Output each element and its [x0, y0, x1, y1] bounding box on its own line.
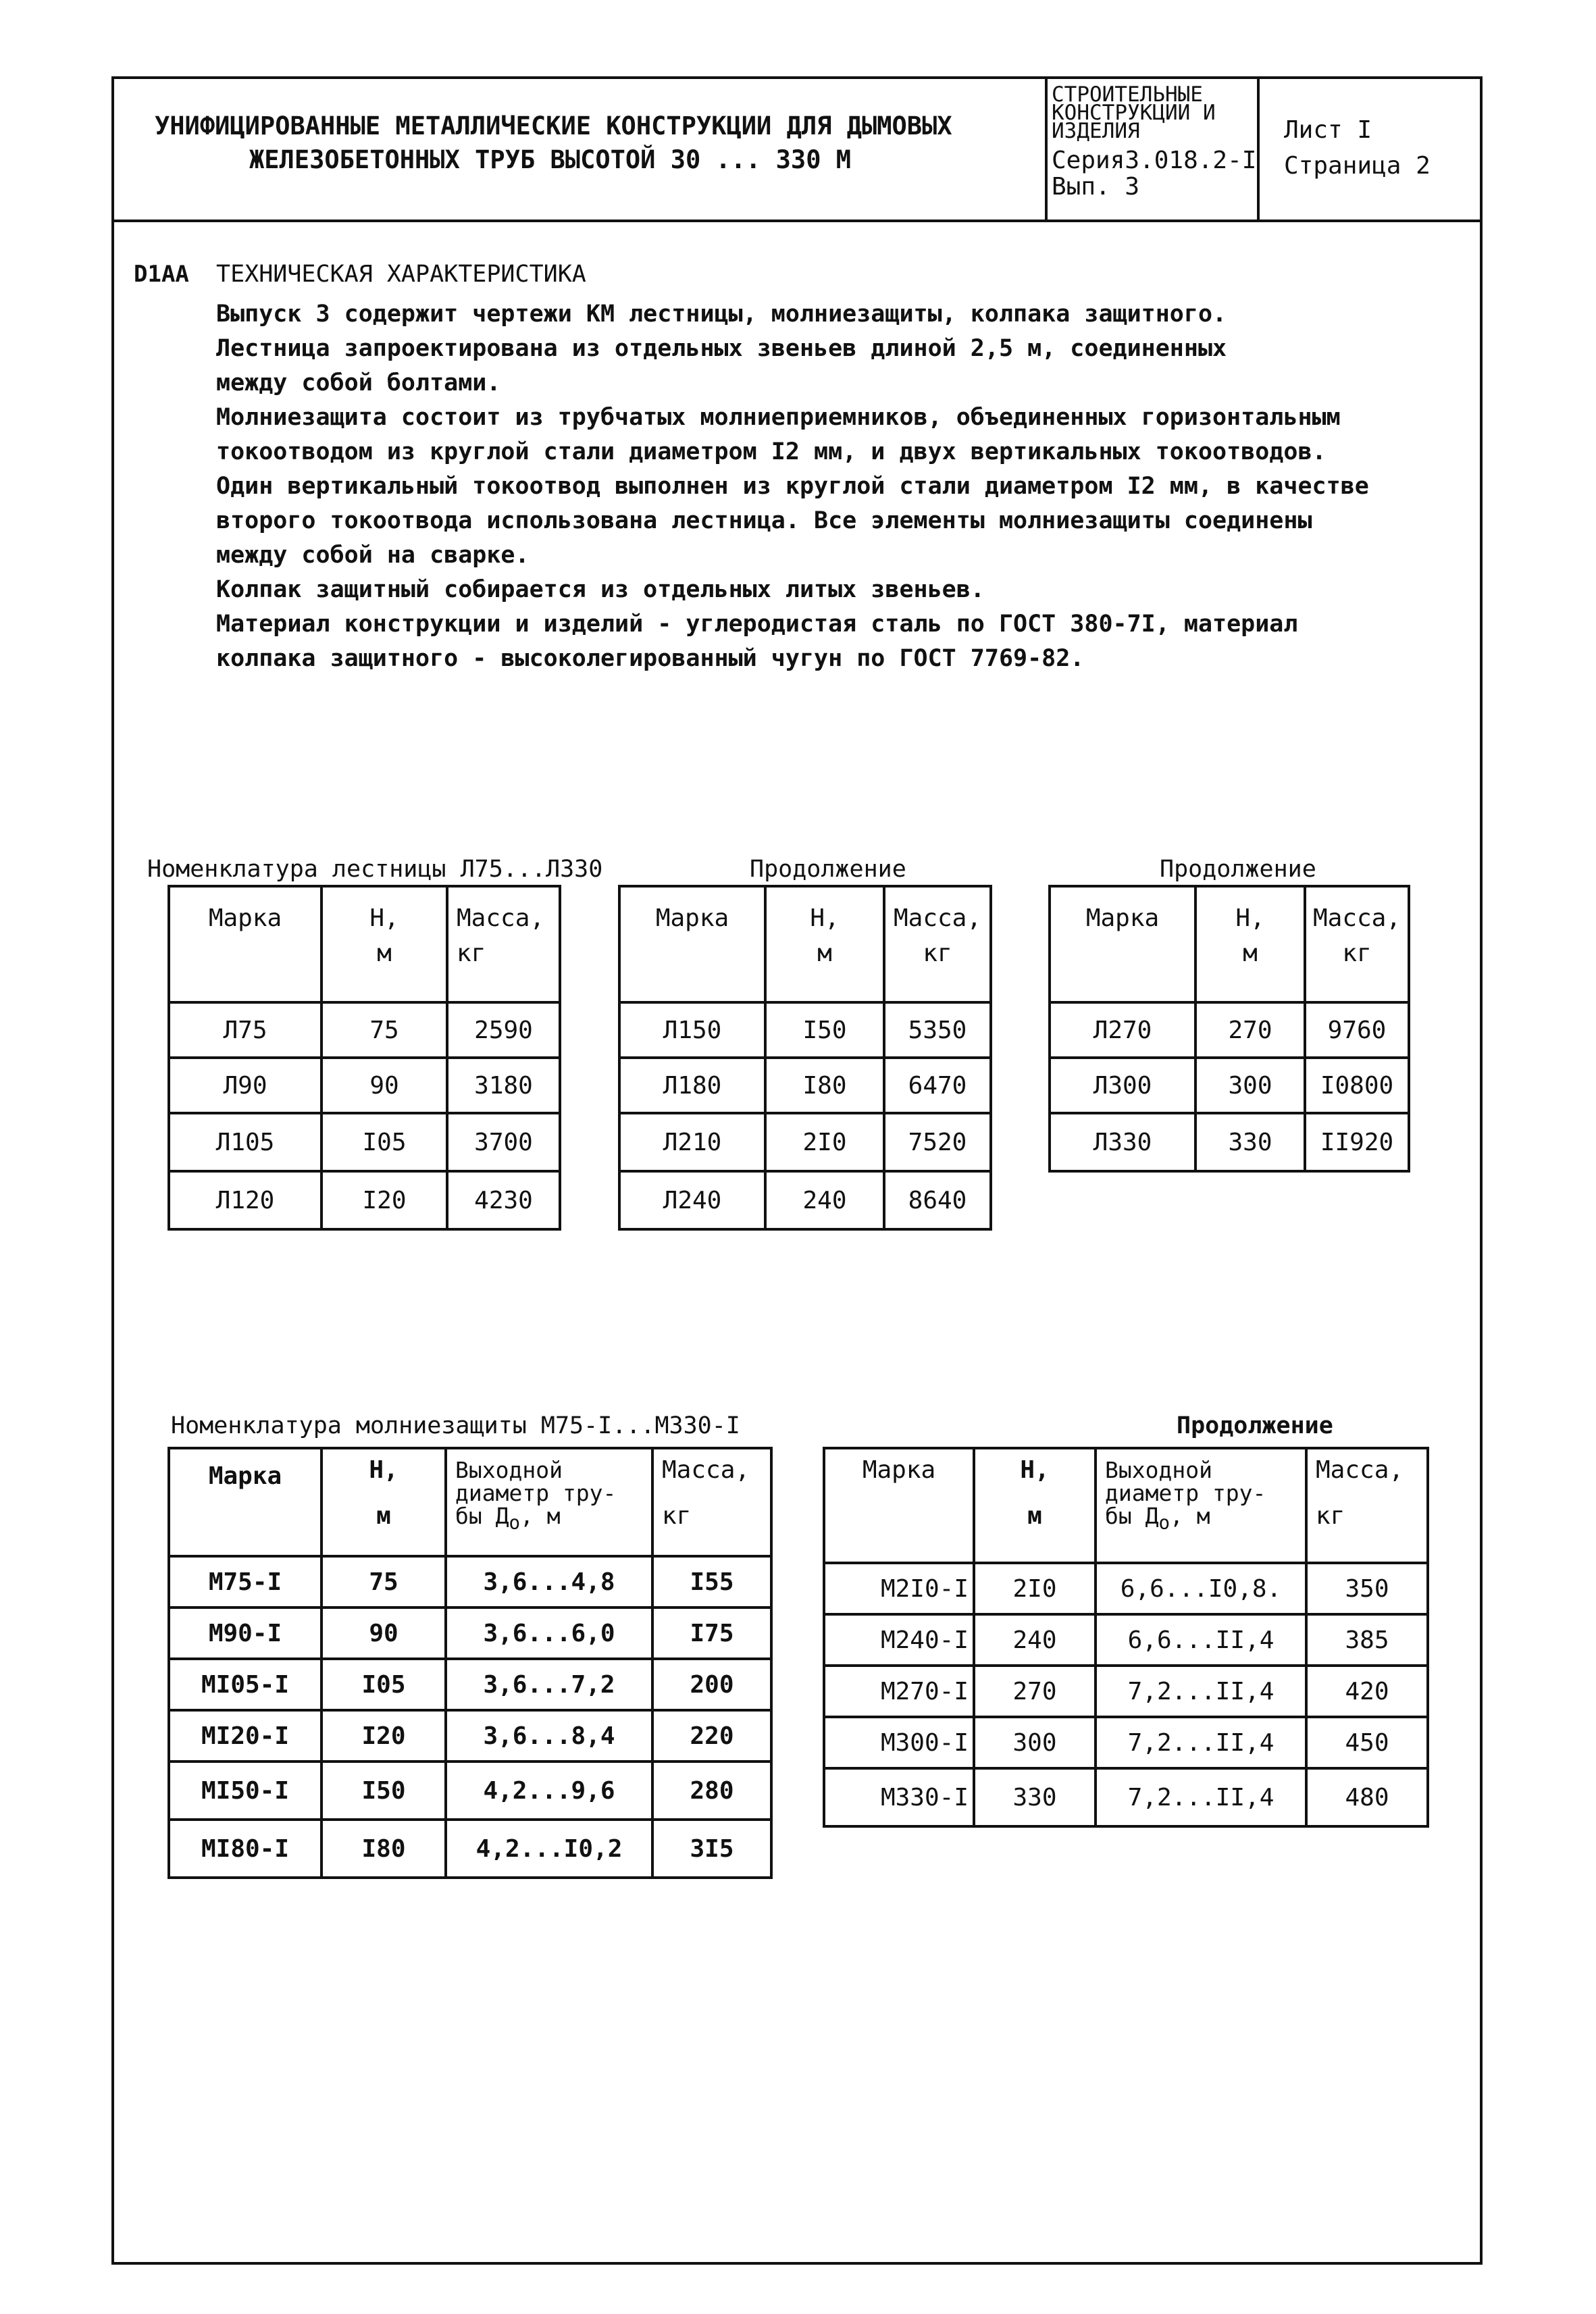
table-header-row: [169, 1448, 771, 1556]
col-h: Н, м: [1195, 886, 1305, 1002]
title-line-2: ЖЕЛЕЗОБЕТОННЫХ ТРУБ ВЫСОТОЙ 30 ... 330 М: [249, 145, 852, 174]
table-cell: 3I5: [652, 1820, 771, 1878]
table-cell: 7,2...II,4: [1096, 1768, 1306, 1826]
table-cell: 480: [1306, 1768, 1428, 1826]
para-line: между собой болтами.: [216, 369, 501, 396]
table-cell: I05: [321, 1113, 447, 1171]
lightning-caption: Номенклатура молниезащиты М75-I...М330-I: [171, 1412, 740, 1439]
col-h: Н, м: [765, 886, 884, 1002]
col-mass: Масса, кг: [652, 1448, 771, 1556]
lightning-continued-caption: Продолжение: [1177, 1412, 1333, 1439]
para-line: Один вертикальный токоотвод выполнен из круглой стали диаметром I2 мм, в качестве: [216, 473, 1369, 500]
col-diameter: Выходной диаметр тру- бы $Д_о$, м: [446, 1448, 652, 1556]
series-cell: [1045, 79, 1260, 220]
col-mass: Масса, кг: [1306, 1448, 1428, 1563]
series-code: Серия3.018.2-I: [1052, 147, 1257, 174]
table-row: [824, 1563, 1428, 1614]
para-line: Молниезащита состоит из трубчатых молниеприемников, объединенных горизонтальным: [216, 404, 1341, 431]
table-row: [619, 1002, 991, 1058]
col-mark: Марка: [824, 1448, 974, 1563]
col-h: Н, м: [321, 1448, 446, 1556]
table-cell: МI50-I: [169, 1762, 321, 1820]
table-cell: 2590: [447, 1002, 560, 1058]
table-cell: I50: [765, 1002, 884, 1058]
ladder-table-1: [168, 885, 561, 1231]
table-cell: Л180: [619, 1058, 765, 1113]
lightning-table-2: [823, 1447, 1429, 1828]
table-cell: 2I0: [765, 1113, 884, 1171]
table-row: [169, 1171, 560, 1229]
table-cell: М90-I: [169, 1608, 321, 1659]
table-cell: М75-I: [169, 1556, 321, 1608]
table-header-row: [619, 886, 991, 1002]
table-cell: Л270: [1050, 1002, 1195, 1058]
table-row: [619, 1058, 991, 1113]
table-cell: I55: [652, 1556, 771, 1608]
table-cell: М300-I: [824, 1717, 974, 1768]
ladder-caption: Номенклатура лестницы Л75...Л330: [147, 856, 603, 883]
para-line: Лестница запроектирована из отдельных звеньев длиной 2,5 м, соединенных: [216, 335, 1227, 362]
table-row: [169, 1608, 771, 1659]
col-mark: Марка: [169, 1448, 321, 1556]
tech-description: [216, 297, 1369, 676]
col-mark: Марка: [169, 886, 321, 1002]
table-cell: 75: [321, 1002, 447, 1058]
para-line: колпака защитного - высоколегированный чугун по ГОСТ 7769-82.: [216, 645, 1085, 672]
issue-number: Вып. 3: [1052, 173, 1140, 201]
lightning-table-1: [168, 1447, 773, 1879]
table-cell: Л330: [1050, 1113, 1195, 1171]
page-number: Страница 2: [1284, 152, 1431, 180]
table-cell: 6,6...I0,8.: [1096, 1563, 1306, 1614]
table-cell: I80: [765, 1058, 884, 1113]
table-row: [1050, 1113, 1409, 1171]
table-header-row: [824, 1448, 1428, 1563]
ladder-continued-caption: Продолжение: [750, 856, 906, 883]
table-cell: I05: [321, 1659, 446, 1710]
table-cell: 8640: [884, 1171, 991, 1229]
table-cell: 4,2...I0,2: [446, 1820, 652, 1878]
table-cell: 300: [1195, 1058, 1305, 1113]
table-cell: Л105: [169, 1113, 321, 1171]
table-row: [824, 1666, 1428, 1717]
table-cell: 90: [321, 1608, 446, 1659]
table-cell: Л75: [169, 1002, 321, 1058]
table-cell: 3180: [447, 1058, 560, 1113]
table-row: [619, 1113, 991, 1171]
table-cell: 385: [1306, 1614, 1428, 1666]
table-cell: 220: [652, 1710, 771, 1762]
table-cell: 5350: [884, 1002, 991, 1058]
table-cell: 330: [1195, 1113, 1305, 1171]
title-block: [114, 79, 1480, 222]
table-cell: М2I0-I: [824, 1563, 974, 1614]
table-cell: Л300: [1050, 1058, 1195, 1113]
table-cell: 7,2...II,4: [1096, 1717, 1306, 1768]
table-cell: 450: [1306, 1717, 1428, 1768]
table-cell: Л240: [619, 1171, 765, 1229]
table-cell: 420: [1306, 1666, 1428, 1717]
table-cell: М240-I: [824, 1614, 974, 1666]
table-cell: 3,6...8,4: [446, 1710, 652, 1762]
table-cell: II920: [1305, 1113, 1409, 1171]
col-mark: Марка: [619, 886, 765, 1002]
table-cell: I50: [321, 1762, 446, 1820]
series-line-1: СТРОИТЕЛЬНЫЕ: [1052, 82, 1203, 107]
para-line: между собой на сварке.: [216, 542, 530, 569]
section-title: ТЕХНИЧЕСКАЯ ХАРАКТЕРИСТИКА: [216, 261, 586, 288]
table-row: [169, 1113, 560, 1171]
table-row: [619, 1171, 991, 1229]
col-diameter: Выходной диаметр тру- бы $Д_о$, м: [1096, 1448, 1306, 1563]
table-cell: Л210: [619, 1113, 765, 1171]
table-row: [169, 1762, 771, 1820]
col-h: Н, м: [974, 1448, 1096, 1563]
table-row: [169, 1556, 771, 1608]
table-cell: 270: [974, 1666, 1096, 1717]
col-mark: Марка: [1050, 886, 1195, 1002]
doc-code: D1AA: [134, 261, 189, 288]
para-line: Выпуск 3 содержит чертежи КМ лестницы, молниезащиты, колпака защитного.: [216, 301, 1227, 328]
table-header-row: [169, 886, 560, 1002]
col-mass: Масса, кг: [447, 886, 560, 1002]
ladder-table-3: [1048, 885, 1410, 1173]
table-cell: 330: [974, 1768, 1096, 1826]
table-row: [1050, 1058, 1409, 1113]
table-cell: 7,2...II,4: [1096, 1666, 1306, 1717]
table-cell: I20: [321, 1171, 447, 1229]
table-row: [824, 1768, 1428, 1826]
table-cell: МI80-I: [169, 1820, 321, 1878]
ladder-table-2: [618, 885, 992, 1231]
para-line: второго токоотвода использована лестница. Все элементы молниезащиты соединены: [216, 507, 1312, 534]
table-row: [169, 1820, 771, 1878]
table-cell: 3,6...4,8: [446, 1556, 652, 1608]
table-cell: М330-I: [824, 1768, 974, 1826]
table-cell: I75: [652, 1608, 771, 1659]
table-cell: Л150: [619, 1002, 765, 1058]
table-cell: 2I0: [974, 1563, 1096, 1614]
table-row: [169, 1659, 771, 1710]
table-cell: 4,2...9,6: [446, 1762, 652, 1820]
table-header-row: [1050, 886, 1409, 1002]
table-cell: 240: [974, 1614, 1096, 1666]
table-cell: МI05-I: [169, 1659, 321, 1710]
table-cell: 300: [974, 1717, 1096, 1768]
table-cell: Л120: [169, 1171, 321, 1229]
table-cell: 9760: [1305, 1002, 1409, 1058]
table-cell: 200: [652, 1659, 771, 1710]
para-line: Колпак защитный собирается из отдельных литых звеньев.: [216, 576, 985, 603]
table-cell: Л90: [169, 1058, 321, 1113]
table-cell: 75: [321, 1556, 446, 1608]
table-cell: 6470: [884, 1058, 991, 1113]
col-mass: Масса, кг: [1305, 886, 1409, 1002]
table-row: [1050, 1002, 1409, 1058]
table-cell: I20: [321, 1710, 446, 1762]
table-cell: 90: [321, 1058, 447, 1113]
table-cell: 350: [1306, 1563, 1428, 1614]
title-cell: [114, 79, 1048, 220]
para-line: токоотводом из круглой стали диаметром I2 мм, и двух вертикальных токоотводов.: [216, 438, 1327, 465]
table-row: [169, 1002, 560, 1058]
title-line-1: УНИФИЦИРОВАННЫЕ МЕТАЛЛИЧЕСКИЕ КОНСТРУКЦИИ ДЛЯ ДЫМОВЫХ: [155, 111, 952, 140]
col-h: Н, м: [321, 886, 447, 1002]
ladder-continued-caption: Продолжение: [1160, 856, 1316, 883]
table-cell: 7520: [884, 1113, 991, 1171]
table-cell: 3700: [447, 1113, 560, 1171]
series-line-2: КОНСТРУКЦИИ И: [1052, 101, 1216, 125]
table-cell: 3,6...7,2: [446, 1659, 652, 1710]
series-line-3: ИЗДЕЛИЯ: [1052, 119, 1140, 143]
table-cell: 4230: [447, 1171, 560, 1229]
table-cell: М270-I: [824, 1666, 974, 1717]
table-cell: 6,6...II,4: [1096, 1614, 1306, 1666]
table-cell: 3,6...6,0: [446, 1608, 652, 1659]
col-mass: Масса, кг: [884, 886, 991, 1002]
para-line: Материал конструкции и изделий - углеродистая сталь по ГОСТ 380-7I, материал: [216, 611, 1298, 638]
table-row: [824, 1717, 1428, 1768]
table-row: [169, 1058, 560, 1113]
table-cell: 240: [765, 1171, 884, 1229]
table-cell: МI20-I: [169, 1710, 321, 1762]
table-row: [824, 1614, 1428, 1666]
table-cell: 280: [652, 1762, 771, 1820]
table-cell: I0800: [1305, 1058, 1409, 1113]
table-cell: 270: [1195, 1002, 1305, 1058]
table-row: [169, 1710, 771, 1762]
table-cell: I80: [321, 1820, 446, 1878]
sheet-number: Лист I: [1284, 116, 1372, 144]
sheet-cell: [1257, 79, 1480, 220]
